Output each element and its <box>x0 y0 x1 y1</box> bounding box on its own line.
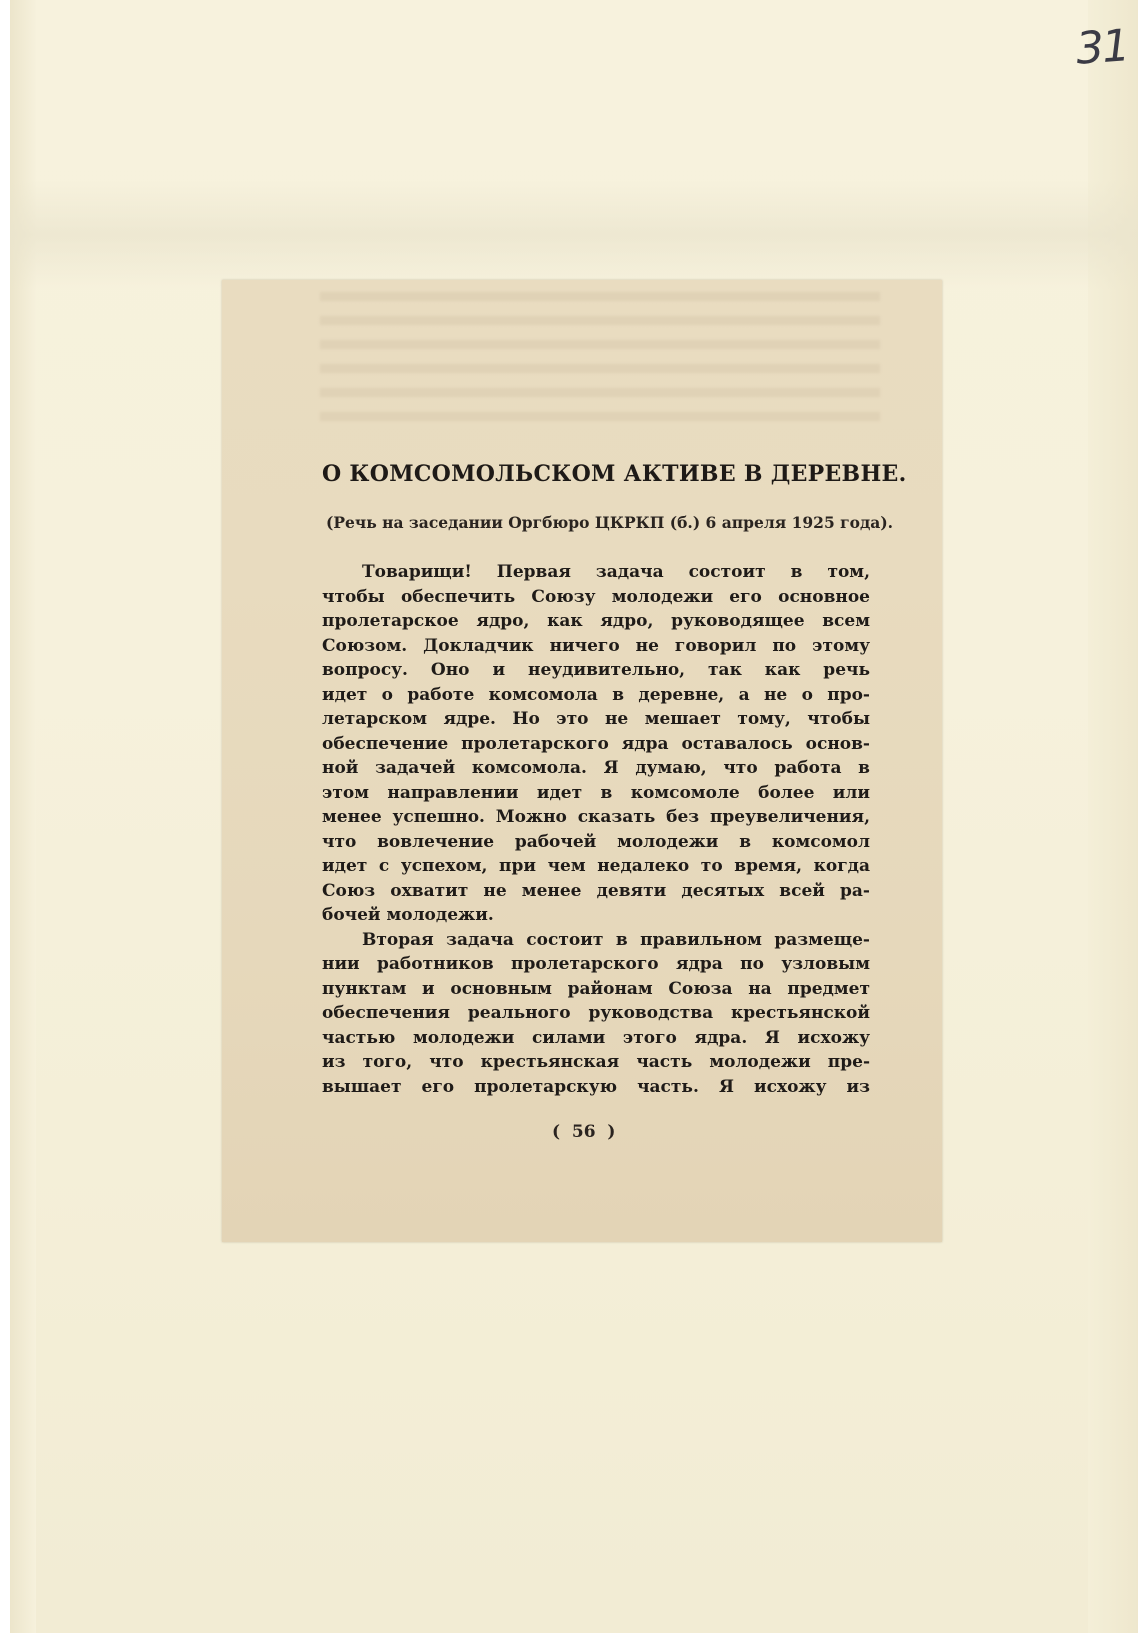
text-line: Союзом. Докладчик ничего не говорил по этому <box>322 635 870 656</box>
text-line: пролетарское ядро, как ядро, руководящее всем <box>322 611 870 631</box>
text-line: бочей молодежи. <box>322 905 494 925</box>
reverse-side-bleed-through <box>320 292 880 432</box>
text-line: пунктам и основным районам Союза на предмет <box>322 978 870 999</box>
text-line: Союз охватит не менее девяти десятых всей ра- <box>322 880 870 901</box>
speech-body <box>322 560 870 1099</box>
document-title: О КОМСОМОЛЬСКОМ АКТИВЕ В ДЕРЕВНЕ. <box>322 461 907 487</box>
page-number: ( 56 ) <box>552 1122 616 1142</box>
text-line: обеспечение пролетарского ядра оставалось основ- <box>322 733 870 754</box>
text-line: вопросу. Оно и неудивительно, так как речь <box>322 660 870 680</box>
text-line: частью молодежи силами этого ядра. Я исхожу <box>322 1027 870 1048</box>
text-line: этом направлении идет в комсомоле более или <box>322 782 870 803</box>
text-line: Вторая задача состоит в правильном размеще- <box>362 929 870 950</box>
text-line: Товарищи! Первая задача состоит в том, <box>362 562 870 582</box>
document-subtitle: (Речь на заседании Оргбюро ЦКРКП (б.) 6 апреля 1925 года). <box>326 513 894 532</box>
text-line: чтобы обеспечить Союзу молодежи его основное <box>322 586 870 607</box>
text-line: из того, что крестьянская часть молодежи пре- <box>322 1052 870 1072</box>
text-line: обеспечения реального руководства крестьянской <box>322 1003 870 1023</box>
folio-number: 31 <box>1074 20 1130 75</box>
text-line: ной задачей комсомола. Я думаю, что работа в <box>322 758 870 778</box>
text-line: вышает его пролетарскую часть. Я исхожу из <box>322 1076 870 1097</box>
sheet-shadow-band <box>10 180 1138 290</box>
text-line: идет с успехом, при чем недалеко то время, когда <box>322 856 870 876</box>
text-line: нии работников пролетарского ядра по узловым <box>322 954 870 974</box>
text-line: менее успешно. Можно сказать без преувеличения, <box>322 807 870 827</box>
text-line: идет о работе комсомола в деревне, а не о про- <box>322 684 870 705</box>
text-line: что вовлечение рабочей молодежи в комсомол <box>322 831 870 852</box>
text-line: летарском ядре. Но это не мешает тому, чтобы <box>322 709 870 729</box>
